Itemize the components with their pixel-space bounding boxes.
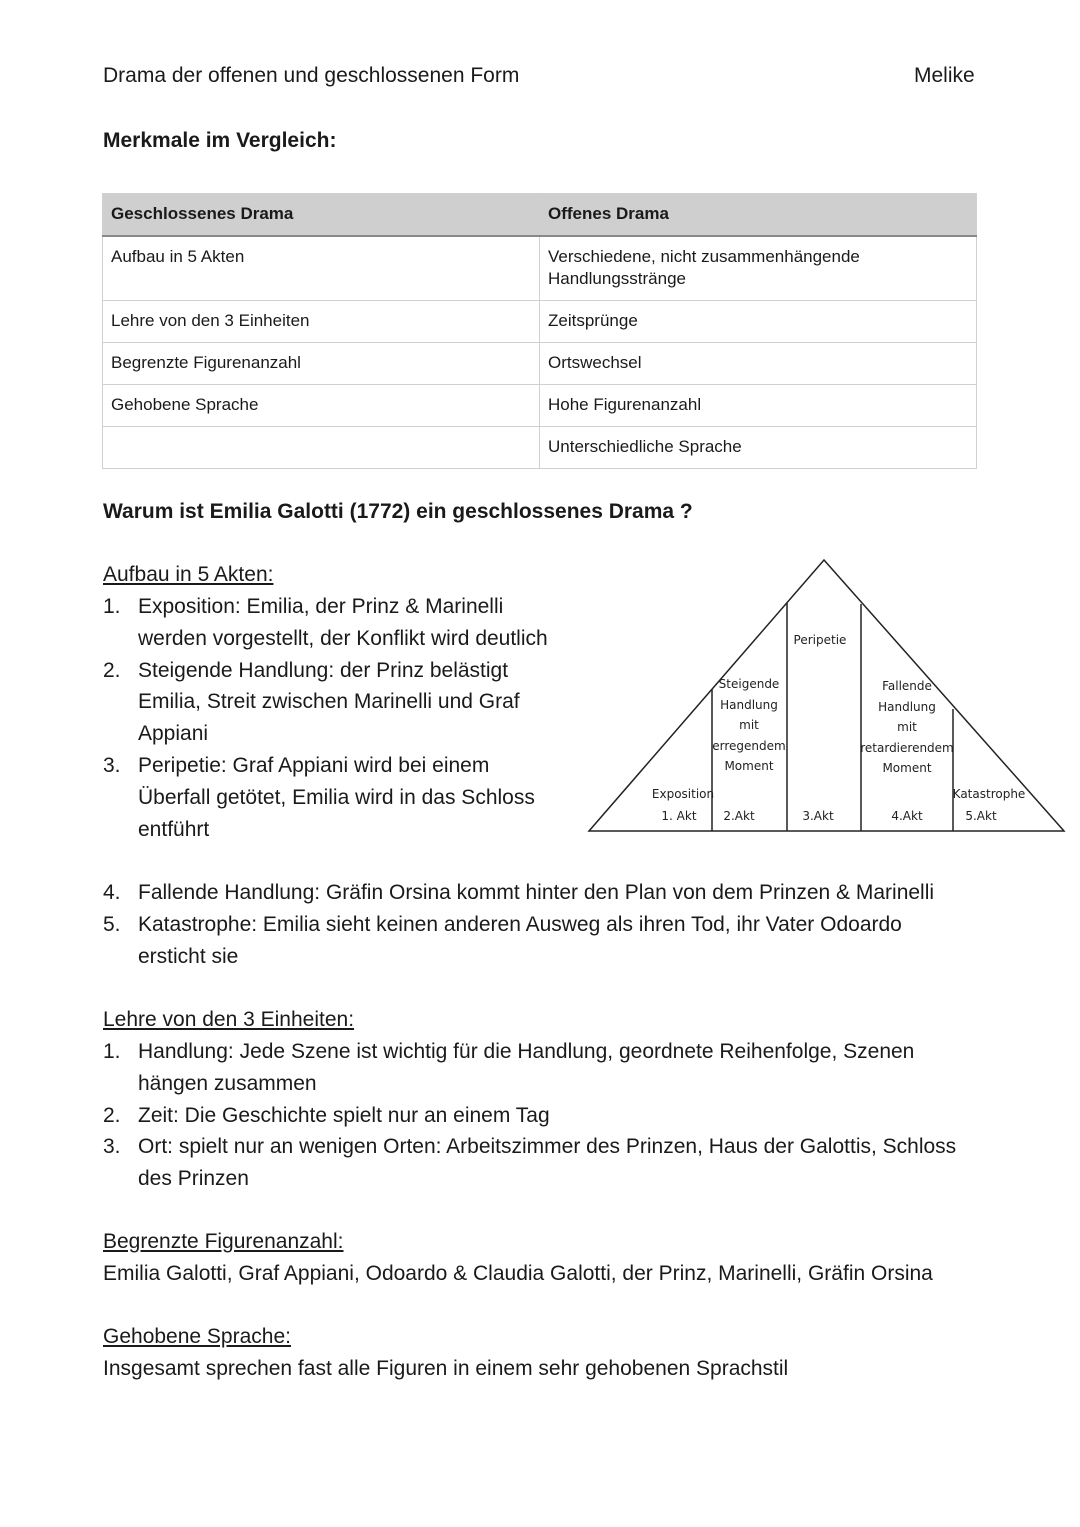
list-item-text: Handlung: Jede Szene ist wichtig für die Handlung, geordnete Reihenfolge, Szenen hängen zusammen <box>138 1040 915 1095</box>
list-item-text: Zeit: Die Geschichte spielt nur an einem Tag <box>138 1103 550 1127</box>
sprache-text: Insgesamt sprechen fast alle Figuren in einem sehr gehobenen Sprachstil <box>103 1357 789 1380</box>
pyramid-label-fallende: Fallende <box>882 679 932 693</box>
author-name: Melike <box>914 64 975 87</box>
einheiten-list <box>103 1036 983 1195</box>
comparison-heading: Merkmale im Vergleich: <box>103 129 337 152</box>
pyramid-label-steigende: Steigende <box>718 677 780 691</box>
column-header: Offenes Drama <box>540 194 977 237</box>
figuren-text: Emilia Galotti, Graf Appiani, Odoardo & Claudia Galotti, der Prinz, Marinelli, Gräfin Orsina <box>103 1262 933 1285</box>
table-cell: Zeitsprünge <box>540 301 977 343</box>
document-title: Drama der offenen und geschlossenen Form <box>103 64 520 87</box>
pyramid-label-akt3: 3.Akt <box>802 809 834 823</box>
list-item: 2. Steigende Handlung: der Prinz belästigt Emilia, Streit zwischen Marinelli und Graf Appiani <box>103 658 520 746</box>
list-item: 1. Exposition: Emilia, der Prinz & Marinelli werden vorgestellt, der Konflikt wird deutlich <box>103 595 548 650</box>
pyramid-label-steigende: mit <box>739 718 759 732</box>
list-item: 2. Zeit: Die Geschichte spielt nur an einem Tag <box>103 1103 550 1127</box>
table-row <box>103 301 977 343</box>
list-item-text: Peripetie: Graf Appiani wird bei einem Überfall getötet, Emilia wird in das Schloss entführt <box>138 753 535 841</box>
table-cell: Unterschiedliche Sprache <box>540 427 977 469</box>
list-item-text: Katastrophe: Emilia sieht keinen anderen Ausweg als ihren Tod, ihr Vater Odoardo ersticht sie <box>138 912 902 968</box>
akten-list <box>103 591 553 845</box>
list-item: 5. Katastrophe: Emilia sieht keinen anderen Ausweg als ihren Tod, ihr Vater Odoardo ersticht sie <box>103 912 902 968</box>
table-header-row <box>103 194 977 237</box>
comparison-table <box>102 193 977 469</box>
table-cell: Hohe Figurenanzahl <box>540 385 977 427</box>
akten-heading: Aufbau in 5 Akten: <box>103 563 274 586</box>
pyramid-label-fallende: retardierendem <box>860 741 954 755</box>
pyramid-label-akt1: 1. Akt <box>661 809 697 823</box>
pyramid-label-fallende: Moment <box>882 761 932 775</box>
list-item: 3. Peripetie: Graf Appiani wird bei einem Überfall getötet, Emilia wird in das Schloss entführt <box>103 753 535 841</box>
pyramid-label-exposition: Exposition <box>651 787 715 801</box>
pyramid-outline <box>589 560 1064 831</box>
pyramid-label-fallende: Handlung <box>878 700 936 714</box>
question-heading: Warum ist Emilia Galotti (1772) ein geschlossenes Drama ? <box>103 500 693 523</box>
einheiten-heading: Lehre von den 3 Einheiten: <box>103 1008 355 1031</box>
table-cell: Begrenzte Figurenanzahl <box>103 343 540 385</box>
table-row <box>103 427 977 469</box>
table-cell: Aufbau in 5 Akten <box>103 236 540 301</box>
list-item-text: Fallende Handlung: Gräfin Orsina kommt hinter den Plan von dem Prinzen & Marinelli <box>138 881 935 904</box>
pyramid-label-steigende: Handlung <box>720 698 778 712</box>
table-row <box>103 236 977 301</box>
column-header: Geschlossenes Drama <box>103 194 540 237</box>
pyramid-label-katastrophe: Katastrophe <box>952 787 1026 801</box>
table-cell: Gehobene Sprache <box>103 385 540 427</box>
list-item-text: Steigende Handlung: der Prinz belästigt Emilia, Streit zwischen Marinelli und Graf Appiani <box>138 658 520 746</box>
list-item-text: Exposition: Emilia, der Prinz & Marinelli werden vorgestellt, der Konflikt wird deutlich <box>138 595 548 650</box>
pyramid-label-akt5: 5.Akt <box>965 809 997 823</box>
list-item: 3. Ort: spielt nur an wenigen Orten: Arbeitszimmer des Prinzen, Haus der Galottis, Schloss des Prinzen <box>103 1135 957 1191</box>
table-cell: Verschiedene, nicht zusammenhängende Handlungsstränge <box>540 236 977 301</box>
table-cell <box>103 427 540 469</box>
list-item: 1. Handlung: Jede Szene ist wichtig für die Handlung, geordnete Reihenfolge, Szenen hängen zusammen <box>103 1040 915 1095</box>
pyramid-label-steigende: Moment <box>724 759 774 773</box>
pyramid-label-akt2: 2.Akt <box>723 809 755 823</box>
pyramid-label-fallende: mit <box>897 720 917 734</box>
list-item: 4. Fallende Handlung: Gräfin Orsina kommt hinter den Plan von dem Prinzen & Marinelli <box>103 881 935 904</box>
figuren-heading: Begrenzte Figurenanzahl: <box>103 1230 344 1253</box>
table-row <box>103 343 977 385</box>
table-row <box>103 385 977 427</box>
pyramid-label-steigende: erregendem <box>712 739 786 753</box>
akten-list-continued <box>103 877 1003 972</box>
list-item-text: Ort: spielt nur an wenigen Orten: Arbeitszimmer des Prinzen, Haus der Galottis, Schloss des Prinzen <box>138 1135 957 1191</box>
table-cell: Lehre von den 3 Einheiten <box>103 301 540 343</box>
table-cell: Ortswechsel <box>540 343 977 385</box>
sprache-heading: Gehobene Sprache: <box>103 1325 291 1348</box>
pyramid-label-peripetie: Peripetie <box>793 633 847 647</box>
pyramid-label-akt4: 4.Akt <box>891 809 923 823</box>
